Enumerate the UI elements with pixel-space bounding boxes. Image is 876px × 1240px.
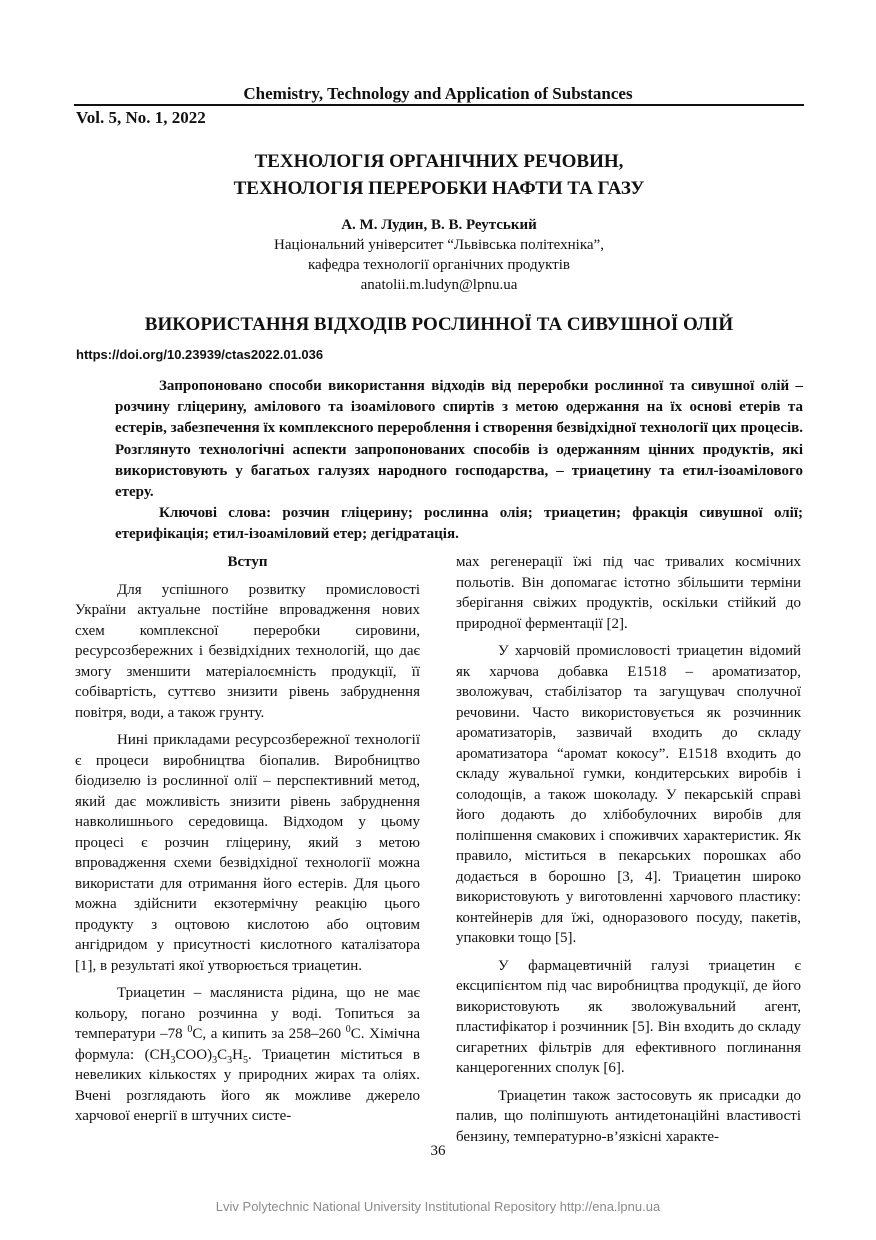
degree-sup-1: 0 (187, 1024, 193, 1035)
affiliation-university: Національний університет “Львівська політехніка”, (274, 237, 604, 253)
paragraph-r3: У фармацевтичній галузі триацетин є ексципієнтом під час виробництва продукції, де його використовують як зволожувальний агент, пластифікатор і розчинник [5]. Він входить до складу сигаретних фільтрів для ефективного поглинання канцерогенних сполук [6]. (456, 957, 801, 1076)
authors: А. М. Лудин, В. В. Реутський (341, 217, 537, 233)
paragraph-2: Нині прикладами ресурсозбережної технології є процеси виробництва біопалив. Виробництво біодизелю із рослинної олії – перспективний метод, який дає можливість знизити рівень забруднення навколишнього середовища. Відходом у цьому процесі є розчин гліцерину, який з метою впровадження схеми безвідхідної технології можна використати для отримання його естерів. Для цього можна здійснити екзотермічну реакцію цього продукту з оцтовою кислотою або оцтовим ангідридом у присутності кислотного каталізатора [1], в результаті якої утворюється триацетин. (75, 732, 420, 974)
section-heading-line-1: ТЕХНОЛОГІЯ ОРГАНІЧНИХ РЕЧОВИН, (254, 151, 624, 172)
formula-sub-4: 5 (242, 1054, 248, 1066)
p3-d: COO) (175, 1046, 213, 1063)
p3-c: C. Хімічна формула: (CH (75, 1026, 421, 1063)
keywords: Ключові слова: розчин гліцерину; рослинна олія; триацетин; фракція сивушної олії; етерифікація; етил-ізоаміловий етер; дегідратація. (115, 505, 803, 543)
volume-label: Vol. 5, No. 1, 2022 (76, 108, 206, 127)
intro-heading: Вступ (227, 554, 268, 570)
abstract-text: Запропоновано способи використання відходів від переробки рослинної та сивушної олій – розчину гліцерину, амілового та ізоамілового спиртів з метою одержання на їх основі етерів та естерів, забезпечення їх комплексного перероблення і створення безвідхідної технології цих процесів. Розглянуто технологічні аспекти запропонованих способів із одержанням цінних продуктів, які використовують у багатьох галузях народного господарства, – триацетину та етил-ізоамілового етеру. (115, 378, 803, 501)
left-column (75, 552, 420, 1134)
doi-link[interactable]: https://doi.org/10.23939/ctas2022.01.036 (76, 347, 324, 362)
page-number: 36 (430, 1143, 446, 1159)
formula-sub-2: 3 (212, 1054, 218, 1066)
paragraph-3 (75, 983, 420, 1127)
affiliation-department: кафедра технології органічних продуктів (308, 257, 570, 273)
p3-a: Триацетин – масляниста рідина, що не має кольору, погано розчинна у воді. Топиться за температури –78 (75, 985, 420, 1042)
header-rule (74, 104, 804, 106)
formula-sub-3: 3 (227, 1054, 233, 1066)
section-heading (74, 148, 804, 202)
degree-sup-2: 0 (345, 1024, 351, 1035)
paragraph-1: Для успішного розвитку промисловості України актуальне постійне впровадження нових схем комплексної переробки сировини, ресурсозбережних і безвідхідних технологій, що дає змогу зменшити матеріалоємність продукції, її собівартість, суттєво знизити рівень забруднення повітря, води, а також грунту. (75, 581, 420, 721)
paper-title: ВИКОРИСТАННЯ ВІДХОДІВ РОСЛИННОЇ ТА СИВУШНОЇ ОЛІЙ (144, 314, 734, 335)
right-column (456, 552, 801, 1154)
repository-footer[interactable]: Lviv Polytechnic National University Institutional Repository http://ena.lpnu.ua (215, 1199, 661, 1214)
p3-b: C, а кипить за 258–260 (192, 1026, 342, 1042)
paragraph-r1: мах регенерації їжі під час тривалих космічних польотів. Він допомагає істотно збільшити терміни зберігання свіжих продуктів, оскільки стійкий до природної ферментації [2]. (456, 554, 801, 632)
p3-g: . Триацетин міститься в невеликих кількостях у природних жирах та оліях. Вчені розглядають його як можливе джерело харчової енергії в штучних систе- (75, 1046, 420, 1124)
p3-e: C (217, 1046, 228, 1063)
journal-title: Chemistry, Technology and Application of Substances (243, 84, 633, 103)
author-email[interactable]: anatolii.m.ludyn@lpnu.ua (360, 277, 518, 293)
abstract (115, 376, 803, 546)
section-heading-line-2: ТЕХНОЛОГІЯ ПЕРЕРОБКИ НАФТИ ТА ГАЗУ (233, 178, 645, 199)
paragraph-r4: Триацетин також застосовуть як присадки до палив, що поліпшують антидетонаційні властивості бензину, температурно-в’язкісні характе- (456, 1087, 801, 1145)
paragraph-r2: У харчовій промисловості триацетин відомий як харчова добавка E1518 – ароматизатор, зволожувач, стабілізатор та загущувач сполучної речовини. Часто використовується як розчинник ароматизаторів, зазвичай входить до складу ароматизатора “аромат кокосу”. E1518 входить до складу жувальної гумки, кондитерських виробів і солодощів, а також шоколаду. У пекарській справі його додають до хлібобулочних виробів для поліпшення смакових і споживчих характеристик. Як правило, міститься в пекарських порошках або додається в борошно [3, 4]. Триацетин широко використовують у виготовленні харчового пластику: контейнерів для їжі, одноразового посуду, пакетів, упаковки тощо [5]. (456, 643, 801, 946)
p3-f: H (232, 1046, 243, 1063)
formula-sub-1: 3 (170, 1054, 176, 1066)
